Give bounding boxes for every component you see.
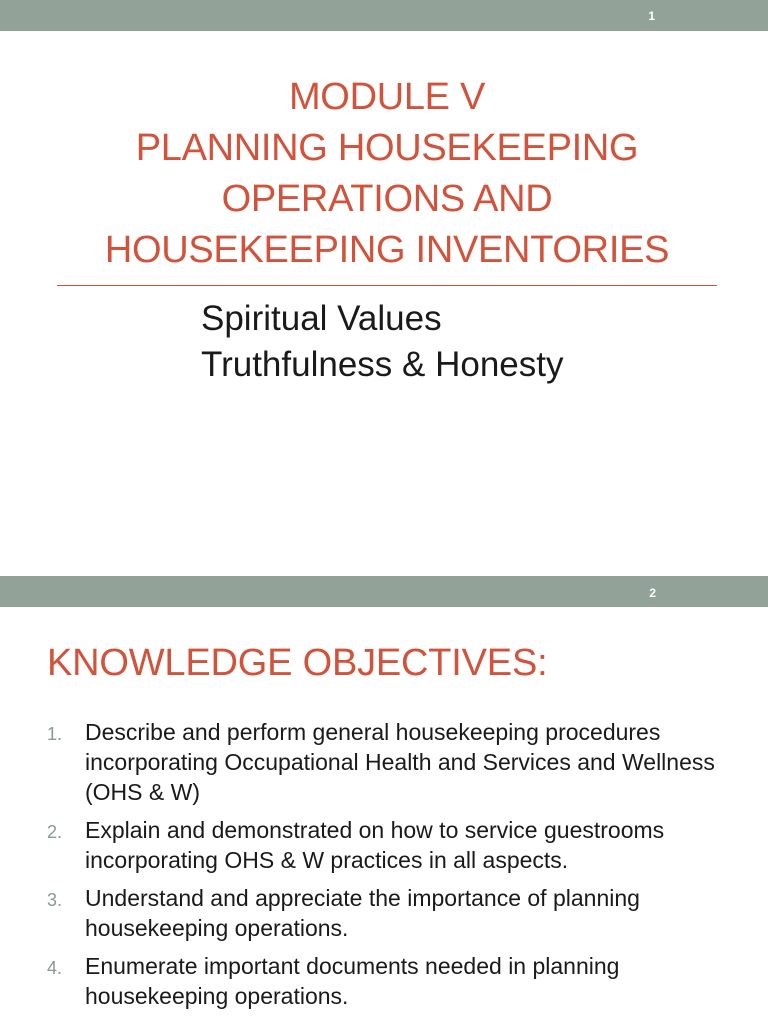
list-item-number: 3. (47, 890, 63, 910)
list-item (0, 883, 768, 943)
list-item (0, 951, 768, 1011)
slide-2 (0, 576, 768, 1024)
slide-number: 2 (649, 586, 656, 600)
list-item-number: 4. (47, 958, 63, 978)
title-line: OPERATIONS AND (221, 178, 553, 220)
list-item-text: Enumerate important documents needed in planning housekeeping operations. (85, 953, 620, 1009)
list-item-text: Understand and appreciate the importance of planning housekeeping operations. (85, 885, 640, 941)
list-item (0, 717, 768, 807)
subtitle-line: Truthfulness & Honesty (201, 345, 564, 384)
slide-header-bar (0, 0, 768, 31)
section-heading: KNOWLEDGE OBJECTIVES: (47, 642, 548, 684)
list-item-text: Describe and perform general housekeeping procedures incorporating Occupational Health and Services and Wellness (OHS & W) (85, 719, 715, 805)
slide-title (40, 72, 734, 276)
list-item-number: 1. (47, 724, 63, 744)
title-line: MODULE V (288, 76, 486, 118)
slide-number: 1 (648, 9, 655, 23)
title-divider (57, 285, 717, 286)
list-item-text: Explain and demonstrated on how to service guestrooms incorporating OHS & W practices in all aspects. (85, 817, 665, 873)
title-line: HOUSEKEEPING INVENTORIES (104, 229, 670, 271)
subtitle-line: Spiritual Values (201, 299, 442, 338)
objectives-list (0, 717, 768, 1019)
list-item (0, 815, 768, 875)
slide-header-bar (0, 576, 768, 607)
list-item-number: 2. (47, 822, 63, 842)
title-line: PLANNING HOUSEKEEPING (135, 127, 639, 169)
slide-subtitle (201, 296, 563, 388)
